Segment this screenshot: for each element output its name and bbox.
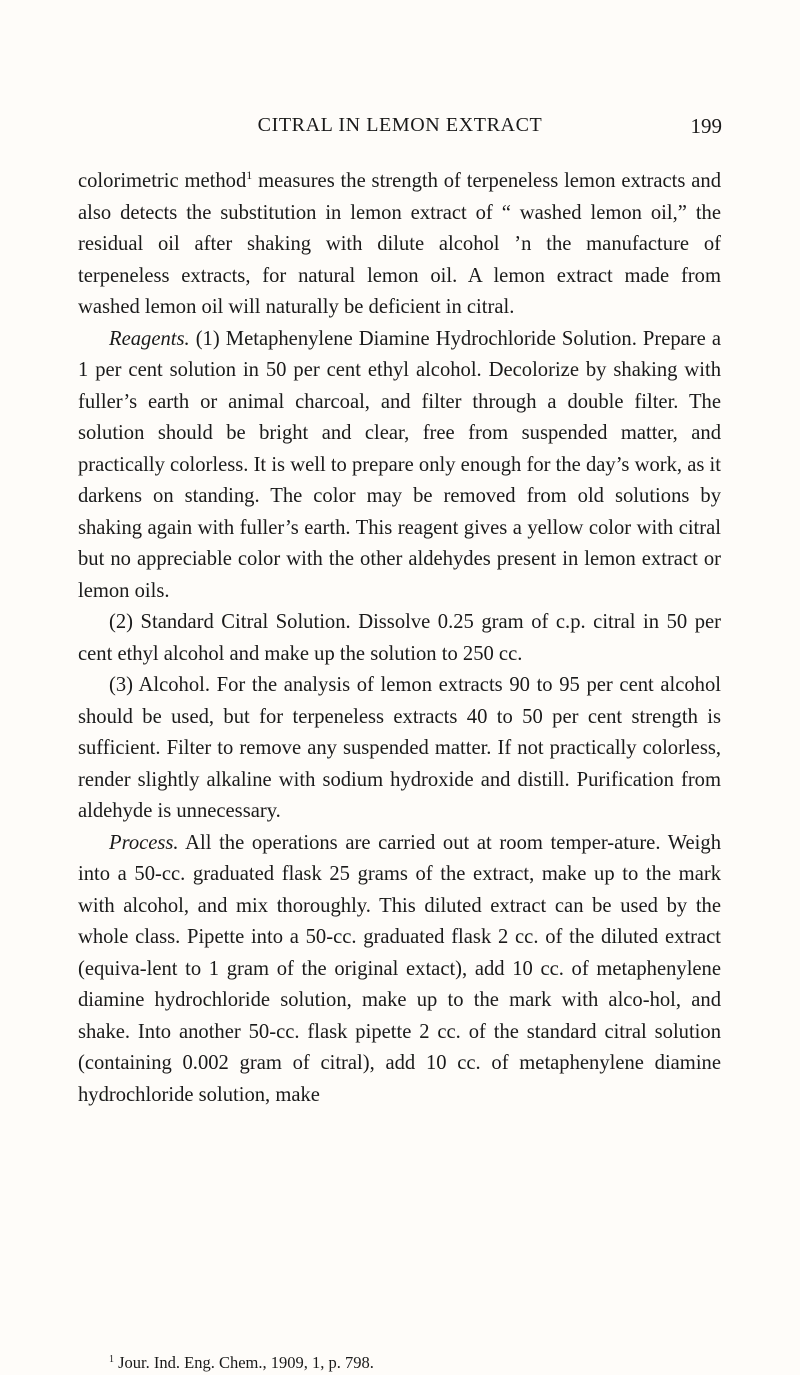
paragraph-reagents-text: (1) Metaphenylene Diamine Hydrochloride Solution. Prepare a 1 per cent solution in 50 per cent ethyl alcohol. Decolorize by shaking with fuller’s earth or animal charcoal, and filter through a double filter. The solution should be bright and clear, free from suspended matter, and practically colorless. It is well to prepare only enough for the day’s work, as it darkens on standing. The color may be removed from old solutions by shaking again with fuller’s earth. This reagent gives a yellow color with citral but no appreciable color with the other aldehydes present in lemon extract or lemon oils. [78,327,721,602]
section-heading-reagents: Reagents. [109,327,190,350]
paragraph-process-text: All the operations are carried out at room temper-ature. Weigh into a 50-cc. graduated flask 25 grams of the extract, make up to the mark with alcohol, and mix thoroughly. This diluted extract can be used by the whole class. Pipette into a 50-cc. graduated flask 2 cc. of the diluted extract (equiva-lent to 1 gram of the original extact), add 10 cc. of metaphenylene diamine hydrochloride solution, make up to the mark with alco-hol, and shake. Into another 50-cc. flask pipette 2 cc. of the standard citral solution (containing 0.002 gram of citral), add 10 cc. of metaphenylene diamine hydrochloride solution, make [78,831,721,1106]
paragraph-reagents [78,324,721,608]
paragraph-process [78,828,721,1112]
page-header [0,114,800,144]
paragraph-intro-text-start: colorimetric method [78,170,247,192]
footnote-reference: 1 [246,168,253,182]
paragraph-intro [78,166,721,324]
page-number: 199 [690,114,722,138]
body-text [78,166,721,1111]
footnote-marker: 1 [109,1354,114,1365]
footnote-text: Jour. Ind. Eng. Chem., 1909, 1, p. 798. [114,1353,374,1372]
paragraph-intro-text-end: measures the strength of terpeneless lemon extracts and also detects the substitution in lemon extract of “ washed lemon oil,” the residual oil after shaking with dilute alcohol ʼn the manufacture of terpeneless extracts, for natural lemon oil. A lemon extract made from washed lemon oil will naturally be deficient in citral. [78,170,721,318]
paragraph-alcohol: (3) Alcohol. For the analysis of lemon extracts 90 to 95 per cent alcohol should be used, but for terpeneless extracts 40 to 50 per cent strength is sufficient. Filter to remove any suspended matter. If not practically colorless, render slightly alkaline with sodium hydroxide and distill. Purification from aldehyde is unnecessary. [78,674,721,822]
running-head: CITRAL IN LEMON EXTRACT [257,114,543,136]
footnote [109,1353,374,1373]
paragraph-standard-citral: (2) Standard Citral Solution. Dissolve 0.25 gram of c.p. citral in 50 per cent ethyl alcohol and make up the solution to 250 cc. [78,611,721,665]
section-heading-process: Process. [109,831,179,854]
